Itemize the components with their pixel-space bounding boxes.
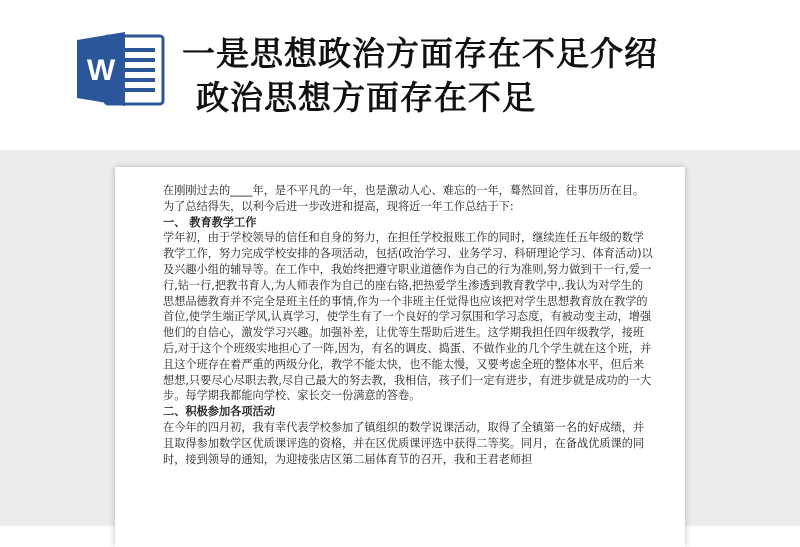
- section-heading-2: 二、积极参加各项活动: [163, 405, 275, 419]
- title-line-2: 政治思想方面存在不足: [196, 78, 536, 117]
- section-heading-1: 一、 教育教学工作: [163, 215, 257, 229]
- paragraph-intro: 在刚刚过去的____年，是不平凡的一年，也是激动人心、难忘的一年，蓦然回首，往事历历在目。为了总结得失，以利今后进一步改进和提高，现将近一年工作总结于下:: [163, 184, 645, 213]
- page-header: [0, 0, 800, 150]
- paragraph-teaching: 学年初，由于学校领导的信任和自身的努力，在担任学校报账工作的同时，继续连任五年级的数学教学工作，努力完成学校安排的各项活动，包括(政治学习、业务学习、科研理论学习、体育活动)以及兴趣小组的辅导等。在工作中，我始终把遵守职业道德作为自己的行为准则,努力做到干一行,爱一行,钻一行,把教书育人,为人师表作为自己的座右铬,把热爱学生渗透到教育教学中,.我认为对学生的思想品德教育并不完全是班主任的事情,作为一个非班主任觉得也应该把对学生思想教育放在教学的首位,使学生端正学风,认真学习，使学生有了一个良好的学习氛围和学习态度，有被动变主动，增强他们的自信心，激发学习兴趣。加强补差，让优等生帮助后进生。这学期我担任四年级教学，接班后,对于这个个班级实地担心了一阵,因为，有名的调皮、捣蛋、不做作业的几个学生就在这个班，并且这个班存在着严重的两级分化，教学不能太快，也不能太慢，又要考虑全班的整体水平，但后来想想,只要尽心尽职去教,尽自己最大的努去教，我相信，孩子们一定有进步，有进步就是成功的一大步。每学期我都能向学校、家长交一份满意的答卷。: [163, 231, 653, 403]
- document-page: [115, 167, 685, 547]
- document-body: [163, 183, 653, 467]
- word-icon-letter: W: [86, 54, 116, 87]
- title-line-1: 一是思想政治方面存在不足介绍: [182, 34, 658, 73]
- document-title: [182, 32, 782, 120]
- paragraph-activities: 在今年的四月初，我有幸代表学校参加了镇组织的数学说课活动，取得了全镇第一名的好成绩，并且取得参加数学区优质课评选的资格，并在区优质课评选中获得二等奖。同月，在备战优质课的同时，接到领导的通知，为迎接张店区第二届体育节的召开，我和王君老师担: [163, 420, 645, 466]
- word-document-icon: [75, 30, 167, 108]
